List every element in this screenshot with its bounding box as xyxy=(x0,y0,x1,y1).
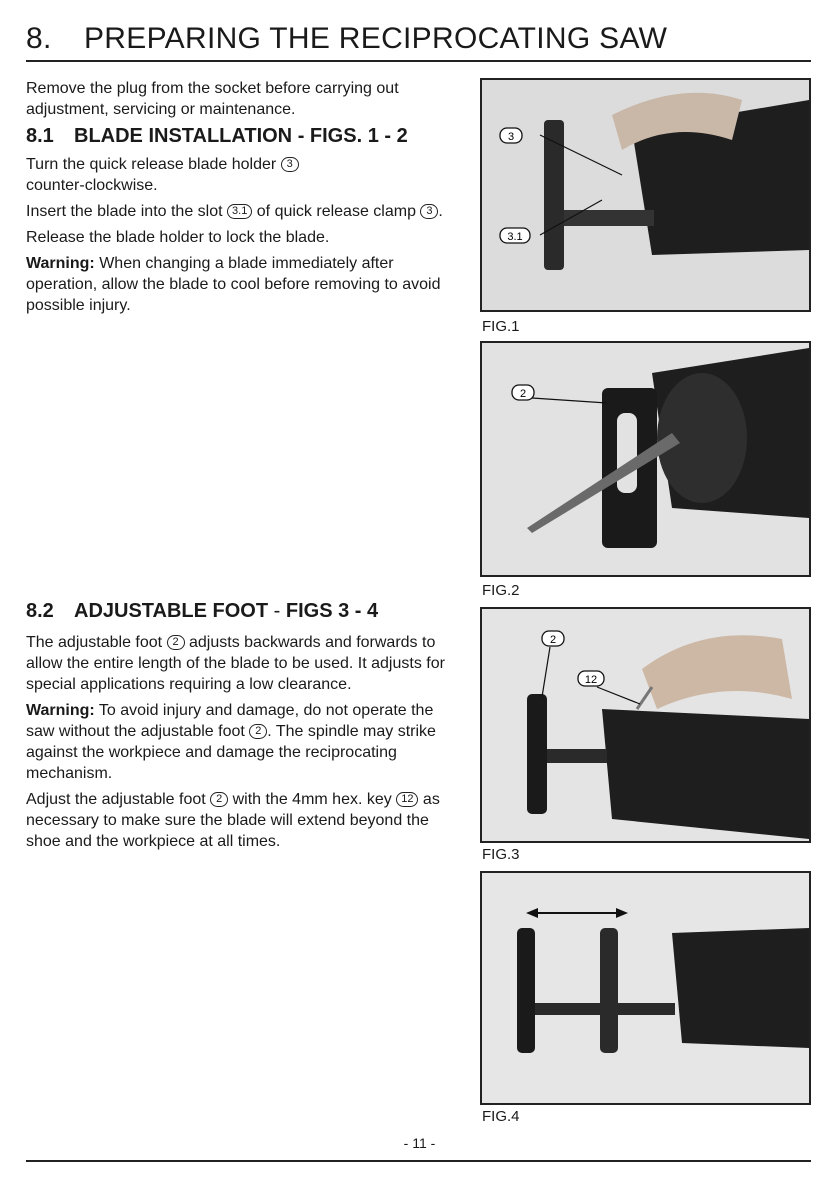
text: Insert the blade into the slot xyxy=(26,203,223,220)
section-title: PREPARING THE RECIPROCATING SAW xyxy=(84,22,668,55)
text: - xyxy=(273,600,286,622)
warning-label: Warning: xyxy=(26,255,95,272)
instruction-insert xyxy=(26,201,456,222)
instruction-turn xyxy=(26,154,456,196)
saw-blade-inserted-illustration xyxy=(482,343,809,575)
callout-label: 3 xyxy=(507,131,515,143)
instruction-adjust-foot xyxy=(26,789,456,852)
foot-rear-position xyxy=(517,928,535,1053)
text: counter-clockwise. xyxy=(26,177,158,194)
callout-ref: 2 xyxy=(210,792,228,807)
blade-clamp xyxy=(544,120,564,270)
text: Release the blade holder to lock the blade. xyxy=(26,229,330,246)
text: When changing a blade immediately after operation, allow the blade to cool before removing to avoid possible injury. xyxy=(26,255,441,314)
figure-2-caption: FIG.2 xyxy=(482,582,520,599)
figure-3-caption: FIG.3 xyxy=(482,846,520,863)
figure-1-caption: FIG.1 xyxy=(482,318,520,335)
text: with the 4mm hex. key xyxy=(232,791,392,808)
header-rule xyxy=(26,60,811,62)
text: To avoid injury and damage, do not operate the saw without the adjustable foot xyxy=(26,702,434,740)
figure-3-photo xyxy=(480,607,811,843)
warning-label: Warning: xyxy=(26,702,95,719)
callout-label: 2 xyxy=(549,634,557,646)
section-number: 8. xyxy=(26,22,52,55)
warning-cool-blade xyxy=(26,253,456,316)
saw-blade-holder-illustration xyxy=(482,80,809,310)
saw-body xyxy=(672,928,809,1048)
text: as necessary to make sure the blade will extend beyond the shoe and the workpiece at all times. xyxy=(26,791,440,850)
callout-label: 2 xyxy=(519,388,527,400)
text: . The spindle may strike against the workpiece and damage the reciprocating mechanism. xyxy=(26,723,436,782)
callout-label: 3.1 xyxy=(507,231,523,243)
heading-figs: - FIGS. 1 - 2 xyxy=(297,125,408,147)
text: of quick release clamp xyxy=(256,203,416,220)
page-title xyxy=(26,22,667,56)
heading-title: BLADE INSTALLATION xyxy=(74,125,293,147)
heading-figs xyxy=(274,600,378,622)
heading-adjustable-foot xyxy=(26,600,378,623)
text: The adjustable foot xyxy=(26,634,163,651)
warning-foot xyxy=(26,700,456,784)
intro-text: Remove the plug from the socket before carrying out adjustment, servicing or maintenance. xyxy=(26,80,399,118)
text: Turn the quick release blade holder xyxy=(26,156,277,173)
callout-ref: 2 xyxy=(249,724,267,739)
footer-rule xyxy=(26,1160,811,1162)
page-number: - 11 - xyxy=(403,1135,436,1151)
foot-front-position xyxy=(600,928,618,1053)
figure-4-photo xyxy=(480,871,811,1105)
hex-key-adjustment-illustration xyxy=(482,609,809,841)
callout-ref: 12 xyxy=(396,792,418,807)
text: Adjust the adjustable foot xyxy=(26,791,206,808)
intro-paragraph xyxy=(26,78,456,125)
adjustable-foot xyxy=(527,694,547,814)
instruction-release xyxy=(26,227,456,248)
heading-number: 8.2 xyxy=(26,600,54,622)
figure-2-photo xyxy=(480,341,811,577)
heading-number: 8.1 xyxy=(26,125,54,147)
section-blade-installation-body xyxy=(26,154,456,321)
callout-ref: 2 xyxy=(167,635,185,650)
saw-handle xyxy=(602,709,809,839)
figure-4-caption: FIG.4 xyxy=(482,1108,520,1125)
figure-1-photo xyxy=(480,78,811,312)
heading-title: ADJUSTABLE FOOT xyxy=(74,600,269,622)
foot-positions-illustration xyxy=(482,873,809,1103)
callout-ref: 3 xyxy=(420,204,438,219)
section-adjustable-foot-body xyxy=(26,632,456,857)
callout-ref: 3 xyxy=(281,157,299,172)
text: FIGS 3 - 4 xyxy=(285,600,379,622)
text: . xyxy=(438,203,443,220)
foot-description xyxy=(26,632,456,695)
callout-ref: 3.1 xyxy=(227,204,252,219)
heading-blade-installation xyxy=(26,125,408,148)
text: adjusts backwards and forwards to allow the entire length of the blade to be used. It adjusts for special applications requiring a low clearance. xyxy=(26,634,445,693)
callout-label: 12 xyxy=(584,674,598,686)
